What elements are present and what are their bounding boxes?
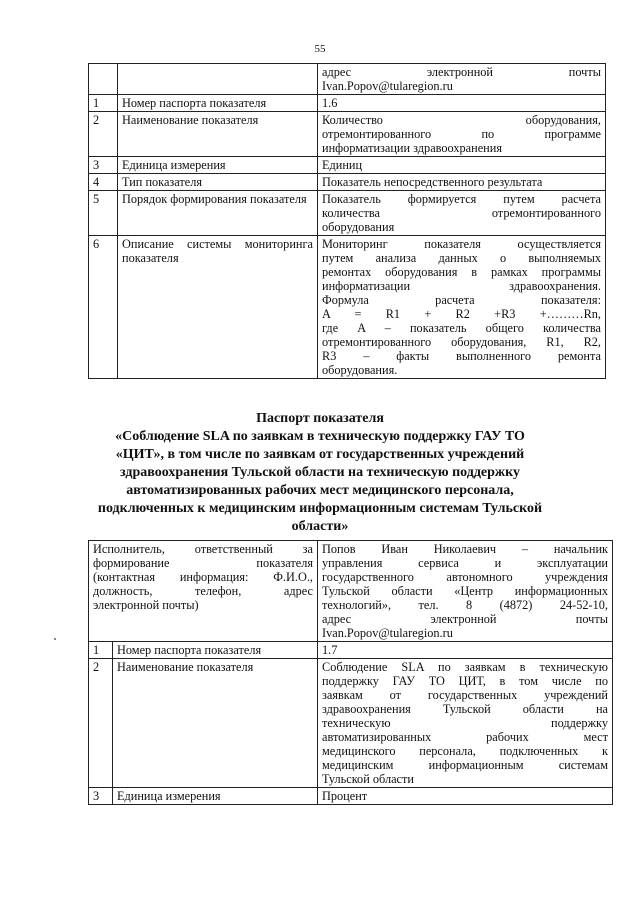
row-number: 1 [89,95,118,112]
text-line: Попов Иван Николаевич – начальник [322,542,608,556]
row-value [318,95,606,112]
text-line: медицинского персонала, подключенных к [322,744,608,758]
row-number: 1 [89,642,113,659]
text-line: Мониторинг показателя осуществляется [322,237,601,251]
row-name: Номер паспорта показателя [118,95,318,112]
text-line: автоматизированных рабочих мест [322,730,608,744]
text-line: Исполнитель, ответственный за [93,542,313,556]
text-line: 1.7 [322,643,338,657]
text-line: R3 – факты выполненного ремонта [322,349,601,363]
text-line: Ivan.Popov@tularegion.ru [322,626,453,640]
text-line: информатизации здравоохранения. [322,279,601,293]
row-value [318,64,606,95]
text-line: Тульской области [322,772,414,786]
row-value [318,236,606,379]
row-value [318,112,606,157]
text-line: оборудования. [322,363,398,377]
text-line: Процент [322,789,368,803]
executor-row [89,541,613,642]
table-row [89,788,613,805]
row-name: Наименование показателя [118,112,318,157]
row-number: 2 [89,112,118,157]
text-line: оборудования [322,220,395,234]
row-name [118,64,318,95]
row-name: Тип показателя [118,174,318,191]
row-name: Описание системы мониторинга показателя [118,236,318,379]
row-value [318,659,613,788]
row-name: Наименование показателя [113,659,318,788]
row-value [318,174,606,191]
table-row [89,64,606,95]
row-name: Единица измерения [118,157,318,174]
text-line: отремонтированного по программе [322,127,601,141]
row-value [318,157,606,174]
text-line: поддержку ГАУ ТО ЦИТ, в том числе по [322,674,608,688]
heading-line: автоматизированных рабочих мест медицинского персонала, [126,483,514,498]
row-value [318,788,613,805]
row-number: 3 [89,157,118,174]
table-row [89,157,606,174]
row-number [89,64,118,95]
heading-title: Паспорт показателя [256,411,384,426]
text-line: Тульской области «Центр информационных [322,584,608,598]
row-name: Номер паспорта показателя [113,642,318,659]
heading-line: здравоохранения Тульской области на техническую поддержку [120,465,520,480]
text-line: информатизации здравоохранения [322,141,502,155]
row-number: 4 [89,174,118,191]
row-value [318,642,613,659]
text-line: Соблюдение SLA по заявкам в техническую [322,660,608,674]
text-line: Количество оборудования, [322,113,601,127]
passport-heading [80,410,560,536]
heading-line: «ЦИТ», в том числе по заявкам от государственных учреждений [115,447,525,462]
text-line: здравоохранения Тульской области на [322,702,608,716]
scan-dot [54,638,56,640]
text-line: формирование показателя [93,556,313,570]
table-row [89,95,606,112]
text-line: A = R1 + R2 +R3 +………Rn, [322,307,601,321]
text-line: адрес электронной почты [322,65,601,79]
row-number: 3 [89,788,113,805]
table-row [89,236,606,379]
table-row [89,174,606,191]
text-line: ремонтах оборудования в рамках программы [322,265,601,279]
row-number: 6 [89,236,118,379]
executor-label [89,541,318,642]
table-row [89,659,613,788]
heading-line: подключенных к медицинским информационным системам Тульской [97,501,543,516]
table-row [89,191,606,236]
text-line: управления сервиса и эксплуатации [322,556,608,570]
indicator-table-2 [88,540,613,805]
text-line: Показатель формируется путем расчета [322,192,601,206]
text-line: адрес электронной почты [322,612,608,626]
text-line: 1.6 [322,96,338,110]
heading-line: области» [291,519,349,534]
row-name: Порядок формирования показателя [118,191,318,236]
text-line: путем анализа данных о выполняемых [322,251,601,265]
text-line: Единиц [322,158,363,172]
row-number: 2 [89,659,113,788]
indicator-table-1 [88,63,606,379]
text-line: техническую поддержку [322,716,608,730]
text-line: должность, телефон, адрес [93,584,313,598]
text-line: Ivan.Popov@tularegion.ru [322,79,453,93]
text-line: технологий», тел. 8 (4872) 24-52-10, [322,598,608,612]
table-row [89,112,606,157]
text-line: где A – показатель общего количества [322,321,601,335]
text-line: электронной почты) [93,598,199,612]
text-line: Показатель непосредственного результата [322,175,543,189]
text-line: количества отремонтированного [322,206,601,220]
text-line: отремонтированного оборудования, R1, R2, [322,335,601,349]
text-line: заявкам от государственных учреждений [322,688,608,702]
text-line: Формула расчета показателя: [322,293,601,307]
heading-line: «Соблюдение SLA по заявкам в техническую поддержку ГАУ ТО [115,429,525,444]
text-line: (контактная информация: Ф.И.О., [93,570,313,584]
row-number: 5 [89,191,118,236]
text-line: государственного автономного учреждения [322,570,608,584]
row-value [318,191,606,236]
text-line: медицинским информационным системам [322,758,608,772]
table-row [89,642,613,659]
executor-value [318,541,613,642]
page-number: 55 [314,43,326,55]
row-name: Единица измерения [113,788,318,805]
